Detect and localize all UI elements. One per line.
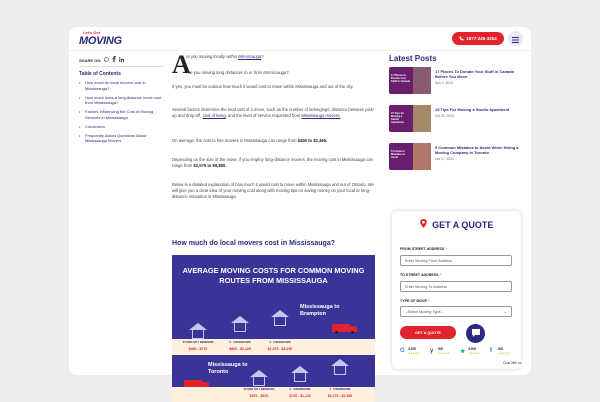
toc-item[interactable]: • How much does a long-distance move cost from Mississauga? (79, 95, 167, 106)
route-label: Mississauga to Brampton (300, 304, 340, 317)
post-title[interactable]: 15 Tips For Moving a Studio Apartment (435, 107, 510, 112)
price-strip (172, 339, 375, 355)
select-value: --Select Moving Type-- (405, 309, 444, 314)
toc-item[interactable]: • Conclusion (79, 124, 167, 130)
section-heading: How much do local movers cost in Mississauga? (172, 240, 335, 247)
moving-costs-infographic (172, 255, 375, 402)
label-text: TYPE OF MOVE (400, 299, 427, 303)
trustpilot-review-badge[interactable] (460, 347, 482, 359)
chat-button[interactable] (466, 324, 485, 343)
post-thumbnail[interactable] (389, 143, 431, 170)
thumbnail-caption: 5 Common Mistakes to Avoid (391, 150, 406, 159)
logo-tagline: Let's Get (83, 30, 100, 35)
required-mark: * (445, 247, 447, 251)
star-rating-icon: ★★★★★ (438, 352, 450, 355)
hamburger-menu-icon (512, 30, 519, 48)
quote-title-text: GET A QUOTE (432, 220, 494, 230)
paragraph-text: On average, the cost to hire movers in Mississauga can range from (172, 138, 298, 143)
thumbnail-caption: 15 Tips for Moving a Studio Apartment (391, 112, 405, 124)
to-address-label (400, 273, 441, 277)
house-icon (274, 317, 286, 326)
mississauga-movers-link[interactable]: Mississauga movers. (301, 113, 341, 118)
divider (79, 66, 164, 67)
size-label: 4 - 5 BEDROOMS (269, 341, 291, 344)
facebook-icon[interactable] (112, 56, 116, 64)
location-pin-icon (420, 220, 430, 230)
trustpilot-icon: ★ (460, 349, 466, 355)
drop-cap: A (172, 50, 191, 79)
paragraph: Below is a detailed explanation of how much it would cost to move within Mississauga and out of Ontario. We will give you a clear idea of your moving cost along with moving tips on saving money on your local or long-distance relocation in Mississauga. (172, 182, 374, 199)
thumbnail-caption: 17 Places to Donate Your Stuff in Canada (391, 74, 411, 83)
price-value: $800 - $1,125 (229, 347, 251, 351)
move-type-label (400, 299, 429, 303)
post-date: Oct 17, 2024 (435, 157, 454, 161)
yelp-review-badge[interactable] (430, 347, 452, 359)
linkedin-icon[interactable] (119, 57, 124, 64)
paragraph (172, 138, 376, 144)
price-value: $1,070 - $2,465 (327, 394, 353, 398)
post-title[interactable]: 5 Common Mistakes to Avoid When Hiring a Moving Company in Toronto (435, 145, 519, 155)
chevron-down-icon: ⌄ (503, 309, 507, 314)
menu-button[interactable] (508, 31, 523, 46)
thumbnail-photo (413, 67, 431, 94)
review-badges (400, 347, 518, 359)
route-label: Mississauga to Toronto (208, 362, 248, 375)
google-icon: G (400, 348, 405, 354)
thumbnail-photo (413, 143, 431, 170)
paragraph: If yes, you must be curious how much it would cost to move within Mississauga and out of the city. (172, 84, 354, 89)
required-mark: * (439, 273, 441, 277)
house-icon (294, 373, 306, 382)
intro-text: re you moving locally within (186, 54, 239, 59)
post-title[interactable]: 17 Places To Donate Your Stuff in Canada Before You Move (435, 69, 514, 79)
to-address-input[interactable]: Enter Moving To Address (400, 281, 512, 292)
share-label: SHARE ON: (79, 57, 102, 63)
size-label: STUDIO OR 1 BEDROOM (243, 388, 275, 391)
label-text: TO STREET ADDRESS (400, 273, 439, 277)
toc-item[interactable]: • Factors Influencing the Cost of Moving Services in Mississauga (79, 109, 167, 120)
price-range: $2,575 to $9,850. (193, 163, 227, 168)
toc-item[interactable]: • Frequently Asked Questions About Mississauga Movers (79, 133, 167, 144)
paragraph (172, 157, 376, 169)
review-score: 5/5 (438, 347, 443, 351)
whatsapp-icon[interactable] (104, 57, 109, 64)
latest-posts-title: Latest Posts (389, 54, 437, 63)
size-label: 2 - 3 BEDROOMS (289, 388, 311, 391)
review-score: 4.9/5 (408, 347, 416, 351)
logo-word: MOVING (79, 35, 122, 47)
star-rating-icon: ★★★★★ (468, 352, 480, 355)
post-thumbnail[interactable] (389, 105, 431, 132)
house-icon (234, 323, 246, 332)
price-value: $370 - $870 (249, 394, 269, 398)
toc-title: Table of Contents (79, 71, 121, 77)
chat-bubble-icon (471, 325, 481, 343)
intro-question-2: Are you moving long distances to or from Mississauga? (186, 70, 289, 75)
phone-number: 1877-245-3254 (466, 36, 497, 41)
intro-question-1 (186, 54, 376, 60)
truck-icon (332, 324, 358, 334)
from-address-input[interactable]: Enter Moving From Address (400, 255, 512, 266)
facebook-icon: f (490, 348, 492, 354)
house-icon (192, 330, 204, 339)
paragraph-text: Several factors determine the total cost of a move, such as the number of belongings, distance between pick-up and drop-off, (172, 107, 375, 118)
get-quote-button[interactable]: GET A QUOTE (400, 326, 456, 339)
cost-of-living-link[interactable]: cost of living (202, 113, 226, 118)
share-bar (79, 56, 124, 64)
intro-text-end: ? (261, 54, 264, 59)
site-header (69, 27, 531, 51)
post-date: Nov 2, 2024 (435, 81, 453, 85)
phone-icon (459, 36, 464, 42)
price-range: $450 to $2,465. (297, 138, 328, 143)
price-strip (172, 387, 375, 402)
from-address-label (400, 247, 447, 251)
paragraph (172, 107, 376, 119)
house-icon (334, 366, 346, 375)
review-score: 5/5 (498, 347, 503, 351)
price-value: $1,075 - $2,150 (267, 347, 293, 351)
post-date: Oct 30, 2024 (435, 114, 454, 118)
infographic-title: AVERAGE MOVING COSTS FOR COMMON MOVING ROUTES FROM MISSISSAUGA (182, 266, 365, 285)
toc-item[interactable]: • How much do local movers cost in Mississauga? (79, 80, 167, 91)
thumbnail-photo (413, 105, 431, 132)
paragraph-text: , and the level of service requested from (225, 113, 302, 118)
price-value: $725 - $1,130 (289, 394, 311, 398)
house-icon (253, 377, 265, 386)
post-card[interactable] (389, 105, 524, 135)
browser-page (69, 27, 531, 398)
quote-title (392, 219, 521, 230)
quote-form (392, 211, 521, 369)
facebook-review-badge[interactable] (490, 347, 512, 359)
size-label: 4 - 5 BEDROOMS (329, 388, 351, 391)
price-value: $450 - $770 (188, 347, 208, 351)
required-mark: * (427, 299, 430, 303)
site-logo[interactable] (79, 30, 127, 48)
post-thumbnail[interactable] (389, 67, 431, 94)
size-label: STUDIO OR 1 BEDROOM (182, 341, 214, 344)
move-type-select[interactable] (400, 306, 512, 317)
paragraph-text: Depending on the size of the move, if you employ long-distance movers, the moving cost in Mississauga can range from (172, 157, 373, 168)
mississauga-link[interactable]: Mississauga (238, 54, 262, 59)
star-rating-icon: ★★★★★ (498, 352, 510, 355)
size-label: 2 - 3 BEDROOMS (229, 341, 251, 344)
phone-button[interactable] (452, 32, 504, 45)
chat-label[interactable]: Chat with us (503, 361, 522, 365)
label-text: FROM STREET ADDRESS (400, 247, 445, 251)
post-card[interactable] (389, 143, 524, 173)
star-rating-icon: ★★★★★ (408, 352, 420, 355)
table-of-contents (79, 80, 167, 147)
post-card[interactable] (389, 67, 524, 97)
yelp-icon: y (430, 348, 434, 354)
review-score: 4.9/5 (468, 347, 476, 351)
google-review-badge[interactable] (400, 347, 422, 359)
